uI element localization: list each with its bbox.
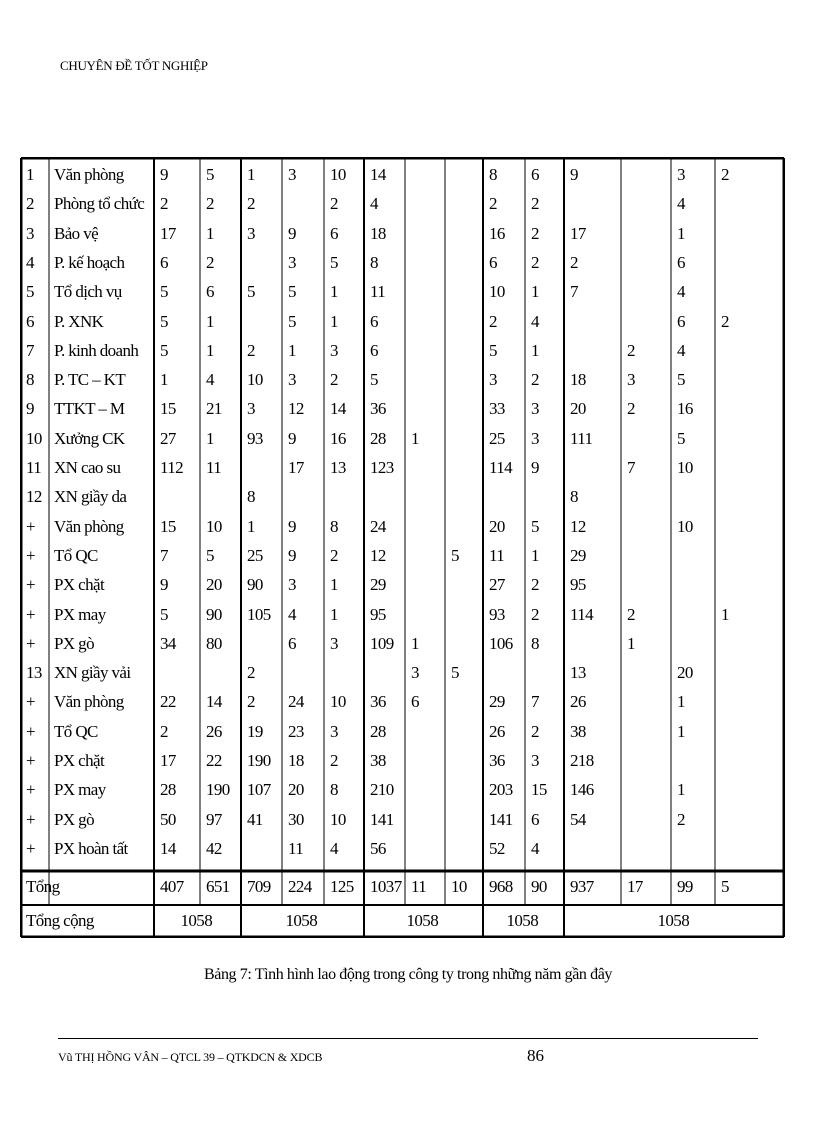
table-cell: 18 [370,223,386,243]
table-cell: 14 [206,692,222,712]
table-cell: 6 [677,252,685,272]
table-cell: 41 [247,809,263,829]
table-cell: 21 [206,399,222,419]
table-cell: 7 [531,692,539,712]
row-number: 1 [26,165,34,184]
table-cell: 1 [721,604,729,624]
table-cell: 5 [370,370,378,390]
table-cell: 14 [160,838,176,858]
row-label: TTKT – M [54,399,125,419]
table-cell: 3 [627,370,635,390]
table-cell: 6 [370,340,378,360]
row-label: PX chặt [54,575,105,595]
table-cell: 3 [531,399,539,419]
table-cell: 20 [206,575,222,595]
table-cell: 6 [370,311,378,331]
row-label: XN giầy vải [54,663,131,683]
table-cell: 3 [531,428,539,448]
table-cell: 19 [247,721,263,741]
table-cell: 1 [677,721,685,741]
table-cell: 3 [531,751,539,770]
row-number: + [26,838,35,858]
table-cell: 5 [160,311,168,331]
table-cell: 2 [489,194,497,214]
table-cell: 2 [330,194,338,214]
total-cell: 90 [531,877,547,896]
table-cell: 3 [288,370,296,390]
table-cell: 3 [411,663,419,683]
table-cell: 3 [330,633,338,653]
table-cell: 190 [247,751,271,770]
table-cell: 26 [489,721,505,741]
table-cell: 1 [330,311,338,331]
table-cell: 5 [206,165,214,184]
table-cell: 190 [206,780,230,800]
table-cell: 36 [489,751,505,770]
table-cell: 90 [206,604,222,624]
table-cell: 1 [330,575,338,595]
table-cell: 2 [247,692,255,712]
row-number: 11 [26,458,42,477]
row-number: 10 [26,428,42,448]
table-cell: 3 [677,165,685,184]
table-cell: 1 [206,340,214,360]
row-number: 6 [26,311,34,331]
table-cell: 5 [451,663,459,683]
total-cell: 407 [160,877,184,896]
table-cell: 2 [247,194,255,214]
page-header: CHUYÊN ĐỀ TỐT NGHIỆP [60,58,208,73]
table-cell: 5 [677,428,685,448]
row-number: 13 [26,663,42,683]
row-label: Văn phòng [54,516,124,536]
table-cell: 1 [206,428,214,448]
table-cell: 20 [570,399,586,419]
table-cell: 16 [677,399,693,419]
table-cell: 17 [160,223,176,243]
row-number: 9 [26,399,34,419]
table-caption: Bảng 7: Tình hình lao động trong công ty trong những năm gần đây [203,966,613,983]
table-cell: 6 [531,809,539,829]
table-cell: 2 [531,604,539,624]
table-cell: 6 [411,692,419,712]
table-cell: 9 [288,516,296,536]
table-cell: 2 [721,165,729,184]
row-number: + [26,809,35,829]
table-cell: 2 [247,340,255,360]
row-number: 3 [26,223,34,243]
table-cell: 4 [677,282,685,302]
table-cell: 93 [247,428,263,448]
table-cell: 2 [330,370,338,390]
table-cell: 6 [288,633,296,653]
table-cell: 34 [160,633,176,653]
table-cell: 11 [288,838,304,858]
row-label: Tổ dịch vụ [54,282,122,302]
table-cell: 97 [206,809,222,829]
table-cell: 109 [370,633,394,653]
row-label: XN cao su [54,458,121,477]
grand-total-cell: 1058 [406,911,439,930]
footer-author: Vũ THỊ HỒNG VÂN – QTCL 39 – QTKDCN & XDCB [58,1050,323,1064]
table-cell: 2 [570,252,578,272]
table-cell: 8 [330,516,338,536]
grand-total-cell: 1058 [285,911,318,930]
table-cell: 3 [288,575,296,595]
table-cell: 107 [247,780,271,800]
table-cell: 27 [160,428,176,448]
table-cell: 3 [330,340,338,360]
total-cell: 5 [721,877,729,896]
table-cell: 5 [288,311,296,331]
table-cell: 4 [206,370,214,390]
table-cell: 10 [677,458,693,477]
table-cell: 5 [531,516,539,536]
table-cell: 9 [160,575,168,595]
table-cell: 13 [330,458,346,477]
table-cell: 38 [570,721,586,741]
table-cell: 18 [570,370,586,390]
table-cell: 3 [330,721,338,741]
table-cell: 2 [627,399,635,419]
row-number: 8 [26,370,34,390]
table-cell: 6 [330,223,338,243]
table-cell: 10 [330,809,346,829]
table-cell: 7 [627,458,635,477]
table-cell: 16 [330,428,346,448]
table-cell: 6 [531,165,539,184]
table-cell: 17 [288,458,304,477]
table-cell: 12 [370,545,386,565]
table-cell: 10 [330,692,346,712]
table-cell: 6 [677,311,685,331]
row-label: Bảo vệ [54,223,99,243]
table-cell: 5 [489,340,497,360]
table-cell: 33 [489,399,505,419]
table-cell: 5 [677,370,685,390]
table-cell: 14 [330,399,346,419]
table-cell: 8 [489,165,497,184]
table-cell: 22 [160,692,176,712]
table-cell: 26 [570,692,586,712]
table-cell: 25 [247,545,263,565]
table-cell: 54 [570,809,586,829]
table-cell: 28 [370,721,386,741]
table-cell: 1 [411,428,419,448]
table-cell: 90 [247,575,263,595]
row-label: Tổ QC [54,721,98,741]
table-cell: 1 [206,223,214,243]
table-cell: 9 [288,223,296,243]
table-cell: 8 [370,252,378,272]
table-cell: 141 [489,809,513,829]
table-cell: 8 [570,487,578,507]
table-cell: 2 [677,809,685,829]
grand-total-cell: 1058 [180,911,213,930]
row-label: Xưởng CK [54,428,125,448]
table-cell: 1 [677,223,685,243]
total-cell: 1037 [370,877,402,896]
table-cell: 3 [247,399,255,419]
table-cell: 15 [160,399,176,419]
table-cell: 9 [531,458,539,477]
table-cell: 4 [330,838,338,858]
table-cell: 11 [370,282,386,302]
row-number: + [26,751,35,770]
labor-table [20,157,785,938]
table-cell: 1 [677,692,685,712]
table-cell: 2 [489,311,497,331]
table-cell: 9 [288,545,296,565]
table-cell: 29 [570,545,586,565]
row-number: 2 [26,194,34,214]
table-cell: 1 [531,340,539,360]
table-cell: 5 [288,282,296,302]
table-cell: 3 [288,165,296,184]
row-label: PX gò [54,633,94,653]
row-number: + [26,721,35,741]
table-cell: 11 [206,458,222,477]
table-cell: 2 [247,663,255,683]
table-cell: 2 [721,311,729,331]
footer-rule [58,1038,758,1039]
table-cell: 16 [489,223,505,243]
table-cell: 210 [370,780,394,800]
table-cell: 6 [489,252,497,272]
table-cell: 1 [330,282,338,302]
table-cell: 2 [160,721,168,741]
table-cell: 5 [160,604,168,624]
table-cell: 5 [206,545,214,565]
table-cell: 1 [247,165,255,184]
table-cell: 95 [370,604,386,624]
table-cell: 123 [370,458,394,477]
table-cell: 111 [570,428,593,448]
table-cell: 93 [489,604,505,624]
table-cell: 2 [531,721,539,741]
grand-total-cell: 1058 [506,911,539,930]
table-cell: 1 [531,545,539,565]
table-cell: 2 [531,223,539,243]
row-number: 12 [26,487,42,507]
row-label: P. TC – KT [54,370,126,390]
total-cell: 125 [330,877,354,896]
table-cell: 5 [160,340,168,360]
row-number: + [26,575,35,595]
table-cell: 36 [370,692,386,712]
table-grid [20,157,785,938]
table-cell: 4 [677,194,685,214]
row-label: P. XNK [54,311,104,331]
table-cell: 10 [677,516,693,536]
table-cell: 38 [370,751,386,770]
table-cell: 50 [160,809,176,829]
table-cell: 4 [531,838,539,858]
table-cell: 1 [160,370,168,390]
table-cell: 1 [531,282,539,302]
table-cell: 29 [489,692,505,712]
row-number: + [26,692,35,712]
table-cell: 12 [570,516,586,536]
page-number: 86 [527,1046,544,1065]
table-cell: 8 [247,487,255,507]
table-cell: 42 [206,838,222,858]
table-cell: 2 [531,194,539,214]
table-cell: 15 [531,780,547,800]
row-number: + [26,545,35,565]
total-cell: 11 [411,877,427,896]
row-label: P. kinh doanh [54,340,139,360]
table-cell: 2 [627,604,635,624]
table-cell: 1 [247,516,255,536]
row-label: PX chặt [54,751,105,770]
row-label: P. kế hoạch [54,252,125,272]
table-cell: 7 [160,545,168,565]
table-cell: 7 [570,282,578,302]
table-cell: 15 [160,516,176,536]
row-label: PX gò [54,809,94,829]
table-cell: 20 [677,663,693,683]
table-cell: 5 [330,252,338,272]
table-cell: 141 [370,809,394,829]
table-cell: 114 [570,604,594,624]
table-cell: 36 [370,399,386,419]
table-cell: 5 [247,282,255,302]
row-label: PX may [54,604,106,624]
table-cell: 4 [531,311,539,331]
table-cell: 10 [330,165,346,184]
row-label: PX may [54,780,106,800]
total-cell: 709 [247,877,271,896]
table-cell: 10 [206,516,222,536]
table-cell: 9 [288,428,296,448]
table-cell: 24 [288,692,304,712]
table-cell: 1 [288,340,296,360]
row-number: 5 [26,282,34,302]
table-cell: 10 [247,370,263,390]
table-cell: 25 [489,428,505,448]
table-cell: 12 [288,399,304,419]
table-cell: 2 [206,194,214,214]
table-cell: 1 [627,633,635,653]
table-cell: 4 [370,194,378,214]
table-cell: 1 [411,633,419,653]
table-cell: 11 [489,545,505,565]
table-cell: 2 [330,545,338,565]
table-cell: 17 [160,751,176,770]
table-cell: 27 [489,575,505,595]
row-number: 7 [26,340,34,360]
table-cell: 28 [370,428,386,448]
row-label: PX hoàn tất [54,838,128,858]
table-cell: 95 [570,575,586,595]
table-cell: 2 [531,252,539,272]
row-number: + [26,780,35,800]
row-label: Văn phòng [54,692,124,712]
total-cell: 968 [489,877,513,896]
table-cell: 1 [677,780,685,800]
total-cell: 17 [627,877,643,896]
table-cell: 22 [206,751,222,770]
table-cell: 8 [531,633,539,653]
table-cell: 5 [451,545,459,565]
table-cell: 4 [677,340,685,360]
row-number: + [26,633,35,653]
table-cell: 9 [160,165,168,184]
table-cell: 2 [330,751,338,770]
table-cell: 26 [206,721,222,741]
table-cell: 3 [288,252,296,272]
table-cell: 2 [627,340,635,360]
row-label: XN giầy da [54,487,127,507]
table-cell: 28 [160,780,176,800]
table-cell: 14 [370,165,386,184]
table-cell: 52 [489,838,505,858]
row-label: Phòng tổ chức [54,194,145,214]
grand-total-cell: 1058 [657,911,690,930]
table-cell: 4 [288,604,296,624]
table-cell: 18 [288,751,304,770]
table-cell: 80 [206,633,222,653]
table-cell: 203 [489,780,513,800]
total-cell: 224 [288,877,312,896]
table-cell: 17 [570,223,586,243]
table-cell: 24 [370,516,386,536]
total-cell: 651 [206,877,230,896]
table-cell: 2 [531,575,539,595]
total-cell: 937 [570,877,594,896]
table-cell: 218 [570,751,594,770]
table-cell: 30 [288,809,304,829]
table-cell: 146 [570,780,594,800]
table-cell: 29 [370,575,386,595]
total-cell: 99 [677,877,693,896]
table-cell: 112 [160,458,184,477]
table-cell: 20 [489,516,505,536]
table-cell: 6 [206,282,214,302]
table-cell: 1 [206,311,214,331]
table-cell: 105 [247,604,271,624]
table-cell: 3 [247,223,255,243]
table-cell: 2 [160,194,168,214]
table-cell: 2 [531,370,539,390]
table-cell: 23 [288,721,304,741]
table-cell: 20 [288,780,304,800]
table-cell: 56 [370,838,386,858]
total-cell: 10 [451,877,467,896]
table-cell: 2 [206,252,214,272]
table-cell: 1 [330,604,338,624]
row-label: Văn phòng [54,165,124,184]
row-number: 4 [26,252,34,272]
table-cell: 3 [489,370,497,390]
table-cell: 114 [489,458,513,477]
table-cell: 10 [489,282,505,302]
row-label: Tổ QC [54,545,98,565]
row-number: + [26,604,35,624]
table-cell: 5 [160,282,168,302]
total-label: Tổng [26,877,60,896]
row-number: + [26,516,35,536]
table-cell: 8 [330,780,338,800]
table-cell: 6 [160,252,168,272]
table-cell: 9 [570,165,578,184]
table-cell: 106 [489,633,513,653]
grand-total-label: Tổng cộng [26,911,94,930]
table-cell: 13 [570,663,586,683]
